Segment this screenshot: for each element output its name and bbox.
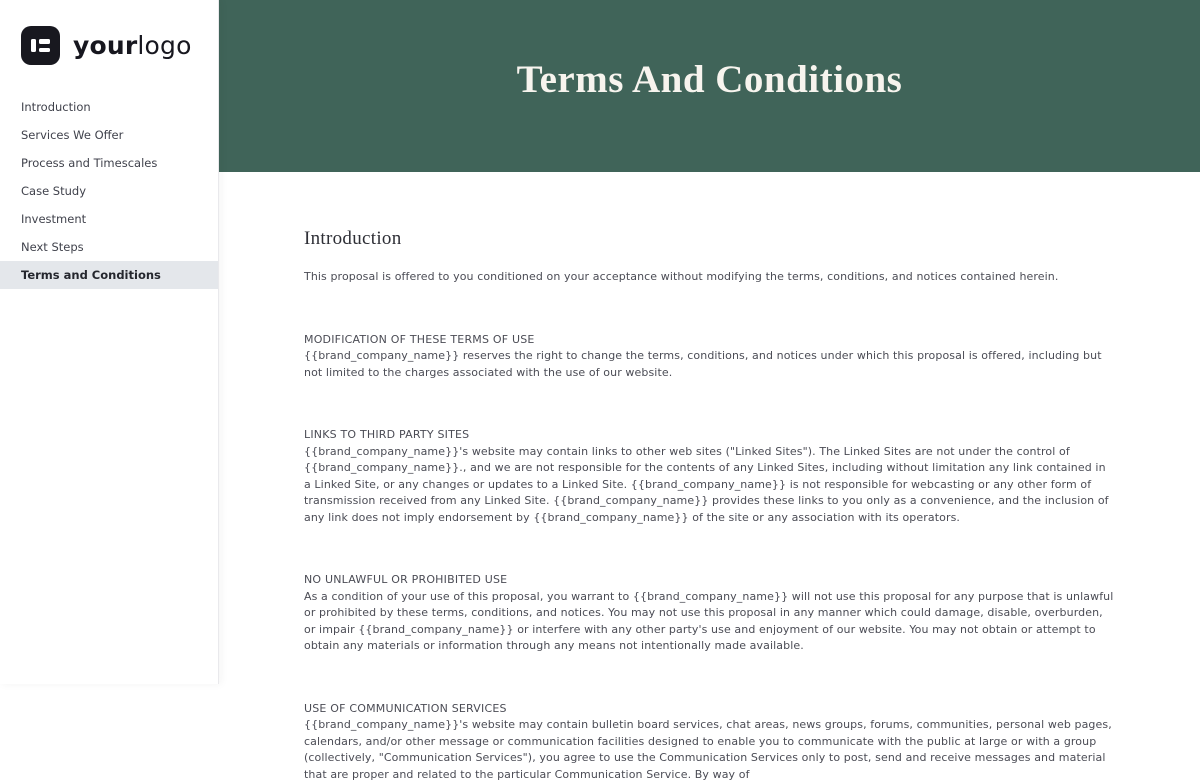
terms-section-body: As a condition of your use of this proposal, you warrant to {{brand_company_name}} will not use this proposal for any purpose that is unlawful or prohibited by these terms, conditions, and notices. You may not use this proposal in any manner which could damage, disable, overburden, or impair {{brand_company_name}} or interfere with any other party's use and enjoyment of our website. You may not obtain or attempt to obtain any materials or information through any means not intentionally made available. <box>304 589 1116 655</box>
terms-section-heading: USE OF COMMUNICATION SERVICES <box>304 701 1116 718</box>
terms-section-heading: MODIFICATION OF THESE TERMS OF USE <box>304 332 1116 349</box>
terms-section <box>304 572 1116 655</box>
intro-paragraph: This proposal is offered to you conditioned on your acceptance without modifying the terms, conditions, and notices contained herein. <box>304 269 1116 286</box>
terms-section-heading: NO UNLAWFUL OR PROHIBITED USE <box>304 572 1116 589</box>
logo <box>0 0 218 93</box>
document-content <box>219 172 1116 783</box>
sidebar-item-label: Services We Offer <box>21 128 123 142</box>
sidebar-item-investment[interactable] <box>0 205 218 233</box>
sidebar-item-next-steps[interactable] <box>0 233 218 261</box>
terms-section <box>304 427 1116 526</box>
section-title-introduction: Introduction <box>304 228 1116 250</box>
sidebar-item-label: Next Steps <box>21 240 84 254</box>
page-title: Terms And Conditions <box>517 57 903 102</box>
sidebar-item-label: Process and Timescales <box>21 156 157 170</box>
terms-section-body: {{brand_company_name}}'s website may contain links to other web sites ("Linked Sites"). The Linked Sites are not under the control of {{brand_company_name}}., and we are not responsible for the contents of any Linked Sites, including without limitation any link contained in a Linked Site, or any changes or updates to a Linked Site. {{brand_company_name}} is not responsible for webcasting or any other form of transmission received from any Linked Site. {{brand_company_name}} provides these links to you only as a convenience, and the inclusion of any link does not imply endorsement by {{brand_company_name}} of the site or any association with its operators. <box>304 444 1116 527</box>
brand-logo-icon <box>21 26 60 65</box>
sidebar-item-case-study[interactable] <box>0 177 218 205</box>
terms-section <box>304 701 1116 783</box>
terms-section <box>304 332 1116 382</box>
sidebar-item-process-and-timescales[interactable] <box>0 149 218 177</box>
sidebar-item-introduction[interactable] <box>0 93 218 121</box>
sidebar <box>0 0 219 684</box>
sidebar-item-label: Terms and Conditions <box>21 268 161 282</box>
sidebar-item-terms-and-conditions[interactable] <box>0 261 218 289</box>
logo-text <box>73 31 192 60</box>
terms-section-body: {{brand_company_name}}'s website may contain bulletin board services, chat areas, news groups, forums, communities, personal web pages, calendars, and/or other message or communication facilities designed to enable you to communicate with the public at large or with a group (collectively, "Communication Services"), you agree to use the Communication Services only to post, send and receive messages and material that are proper and related to the particular Communication Service. By way of <box>304 717 1116 783</box>
logo-text-bold: your <box>73 31 137 60</box>
sidebar-item-label: Investment <box>21 212 86 226</box>
page-banner <box>219 0 1200 172</box>
terms-sections <box>304 332 1116 783</box>
sidebar-item-label: Introduction <box>21 100 91 114</box>
logo-text-light: logo <box>137 31 191 60</box>
sidebar-nav <box>0 93 218 289</box>
main-area <box>219 0 1200 684</box>
terms-section-heading: LINKS TO THIRD PARTY SITES <box>304 427 1116 444</box>
sidebar-item-label: Case Study <box>21 184 86 198</box>
sidebar-item-services-we-offer[interactable] <box>0 121 218 149</box>
terms-section-body: {{brand_company_name}} reserves the right to change the terms, conditions, and notices under which this proposal is offered, including but not limited to the charges associated with the use of our website. <box>304 348 1116 381</box>
